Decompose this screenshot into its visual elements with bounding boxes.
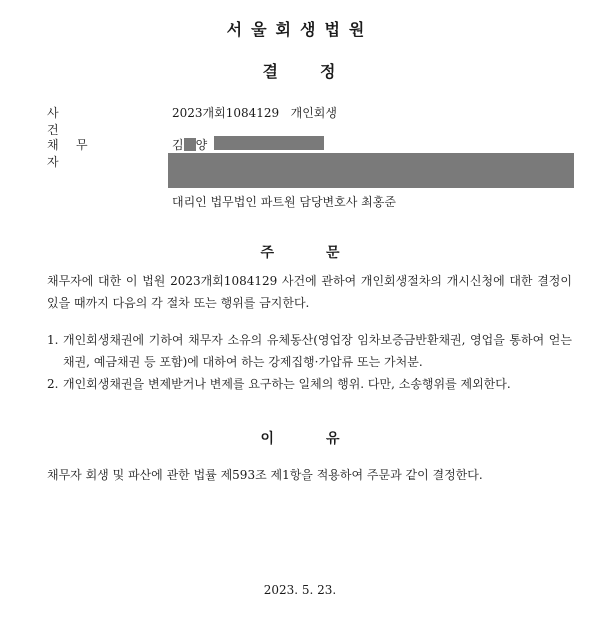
debtor-name-last: 양 <box>195 138 208 152</box>
item-text: 개인회생채권에 기하여 채무자 소유의 유체동산(영업장 임차보증금반환채권, 영업을 통하여 얻는 채권, 예금채권 등 포함)에 대하여 하는 강제집행·가압류 또는 가처분. <box>63 333 572 369</box>
reason-heading: 이 유 <box>260 431 340 447</box>
debtor-name <box>172 136 207 153</box>
court-name: 서울회생법원 <box>226 20 374 39</box>
item-number: 1. <box>47 333 59 347</box>
redaction-box <box>214 136 324 150</box>
order-intro: 채무자에 대한 이 법원 2023개회1084129 사건에 관하여 개인회생절차의 개시신청에 대한 결정이 있을 때까지 다음의 각 절차 또는 행위를 금지한다. <box>47 274 572 310</box>
case-label: 사건 <box>47 106 59 137</box>
order-items <box>47 329 572 395</box>
debtor-name-first: 김 <box>172 138 184 152</box>
item-number: 2. <box>47 377 59 391</box>
debtor-label: 채 무자 <box>47 138 88 169</box>
redaction-box <box>184 138 196 151</box>
case-number: 2023개회1084129 개인회생 <box>172 106 337 120</box>
decision-date: 2023. 5. 23. <box>263 583 337 597</box>
document-title-char: 정 <box>320 62 338 81</box>
list-item <box>47 329 572 373</box>
list-item <box>47 373 572 395</box>
order-heading: 주 문 <box>260 245 340 261</box>
redaction-box <box>168 153 574 188</box>
document-title-char: 결 <box>262 62 280 81</box>
document-title <box>0 59 600 82</box>
representative: 대리인 법무법인 파트원 담당변호사 최홍준 <box>172 195 396 209</box>
item-text: 개인회생채권을 변제받거나 변제를 요구하는 일체의 행위. 다만, 소송행위를 제외한다. <box>63 377 511 391</box>
reason-text: 채무자 회생 및 파산에 관한 법률 제593조 제1항을 적용하여 주문과 같이 결정한다. <box>47 468 483 482</box>
